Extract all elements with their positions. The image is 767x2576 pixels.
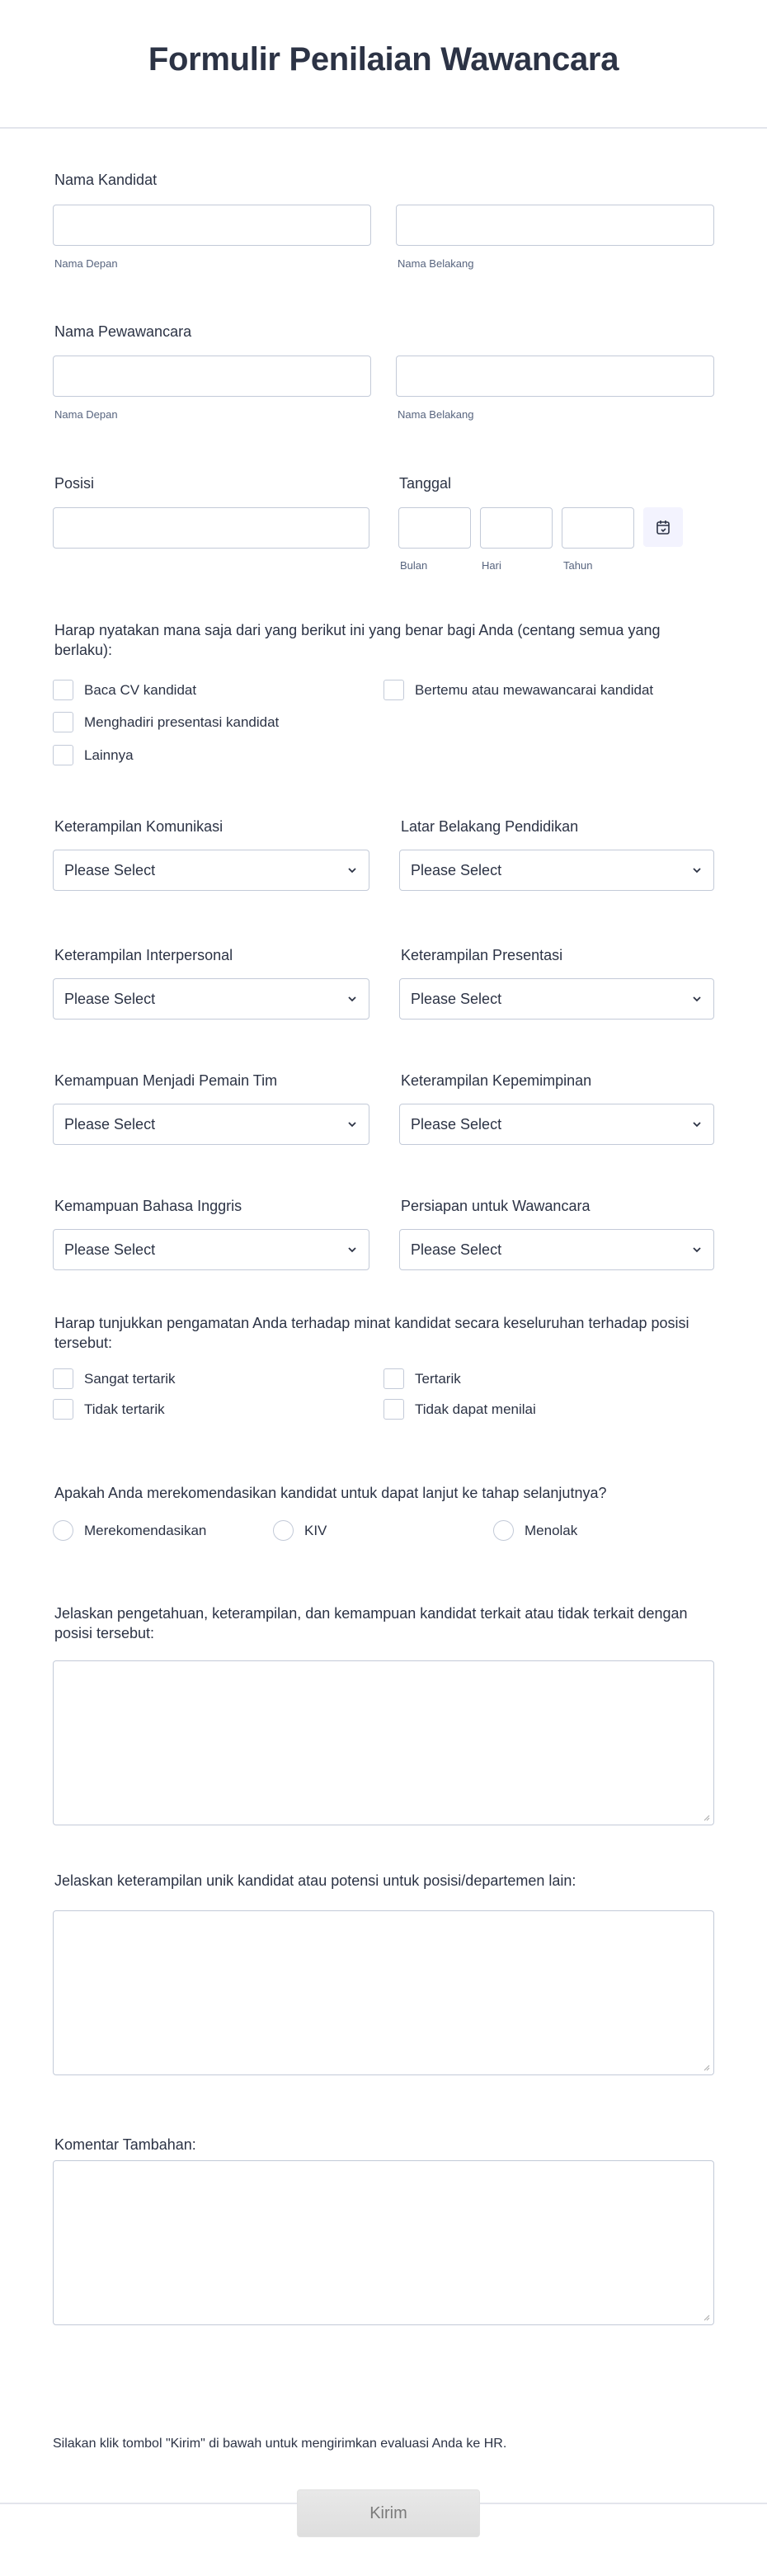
rating-label: Kemampuan Bahasa Inggris: [54, 1198, 242, 1214]
knowledge-label: Jelaskan pengetahuan, keterampilan, dan kemampuan kandidat terkait atau tidak terkait dengan posisi tersebut:: [54, 1605, 688, 1641]
radio[interactable]: [273, 1520, 294, 1541]
select-value: Please Select: [64, 1115, 156, 1133]
comments-label: Komentar Tambahan:: [54, 2136, 196, 2153]
radio[interactable]: [53, 1520, 73, 1541]
resize-handle-icon[interactable]: [703, 2315, 710, 2321]
select-value: Please Select: [64, 990, 156, 1007]
candidate-first-name-sublabel: Nama Depan: [54, 257, 118, 270]
rating-label: Keterampilan Interpersonal: [54, 947, 233, 963]
chevron-down-icon: [347, 1246, 357, 1253]
option-label: Tidak tertarik: [84, 1401, 165, 1417]
chevron-down-icon: [347, 996, 357, 1002]
option-label: Merekomendasikan: [84, 1522, 207, 1538]
select-value: Please Select: [64, 1241, 156, 1258]
checkbox[interactable]: [384, 680, 404, 700]
chevron-down-icon: [692, 867, 702, 874]
interest-option[interactable]: [53, 1399, 165, 1420]
option-label: Lainnya: [84, 746, 134, 763]
candidate-name-label: Nama Kandidat: [54, 172, 158, 188]
option-label: Bertemu atau mewawancarai kandidat: [415, 681, 654, 698]
select-value: Please Select: [411, 861, 502, 878]
option-label: Tertarik: [415, 1370, 461, 1387]
option-label: Tidak dapat menilai: [415, 1401, 536, 1417]
activity-option[interactable]: [53, 712, 279, 732]
interest-option[interactable]: [384, 1399, 536, 1420]
interviewer-name-label: Nama Pewawancara: [54, 323, 192, 340]
chevron-down-icon: [692, 1246, 702, 1253]
rating-label: Keterampilan Presentasi: [401, 947, 563, 963]
option-label: Baca CV kandidat: [84, 681, 197, 698]
header-divider: [0, 127, 767, 129]
rating-label: Kemampuan Menjadi Pemain Tim: [54, 1072, 278, 1089]
date-year-input[interactable]: [562, 507, 634, 549]
knowledge-textarea[interactable]: [53, 1660, 714, 1825]
radio[interactable]: [493, 1520, 514, 1541]
interest-question: Harap tunjukkan pengamatan Anda terhadap minat kandidat secara keseluruhan terhadap posisi tersebut:: [54, 1315, 689, 1351]
position-input[interactable]: [53, 507, 369, 549]
interviewer-first-name-sublabel: Nama Depan: [54, 408, 118, 421]
rating-select[interactable]: [399, 1229, 714, 1270]
submit-note: Silakan klik tombol "Kirim" di bawah untuk mengirimkan evaluasi Anda ke HR.: [53, 2437, 507, 2451]
recommendation-question: Apakah Anda merekomendasikan kandidat untuk dapat lanjut ke tahap selanjutnya?: [54, 1485, 607, 1501]
rating-select[interactable]: [53, 1104, 369, 1145]
candidate-last-name-input[interactable]: [396, 205, 714, 246]
select-value: Please Select: [411, 990, 502, 1007]
option-label: KIV: [304, 1522, 327, 1538]
activity-option[interactable]: [53, 680, 196, 700]
rating-select[interactable]: [399, 850, 714, 891]
checkbox[interactable]: [384, 1399, 404, 1420]
checkbox[interactable]: [53, 1399, 73, 1420]
interviewer-last-name-sublabel: Nama Belakang: [398, 408, 474, 421]
interviewer-first-name-input[interactable]: [53, 356, 371, 397]
position-label: Posisi: [54, 475, 95, 492]
unique-skills-label: Jelaskan keterampilan unik kandidat atau potensi untuk posisi/departemen lain:: [54, 1872, 576, 1889]
chevron-down-icon: [692, 996, 702, 1002]
date-label: Tanggal: [399, 475, 452, 492]
resize-handle-icon[interactable]: [703, 1815, 710, 1821]
select-value: Please Select: [64, 861, 156, 878]
interest-option[interactable]: [384, 1368, 461, 1389]
chevron-down-icon: [692, 1121, 702, 1128]
activity-option[interactable]: [384, 680, 653, 700]
page-title: Formulir Penilaian Wawancara: [148, 41, 619, 78]
checkbox[interactable]: [53, 712, 73, 732]
recommendation-option[interactable]: [273, 1520, 327, 1541]
rating-select[interactable]: [53, 978, 369, 1020]
date-year-sublabel: Tahun: [563, 559, 593, 572]
select-value: Please Select: [411, 1115, 502, 1133]
date-month-sublabel: Bulan: [400, 559, 428, 572]
resize-handle-icon[interactable]: [703, 2065, 710, 2071]
rating-select[interactable]: [53, 1229, 369, 1270]
checkbox[interactable]: [53, 680, 73, 700]
checkbox[interactable]: [53, 745, 73, 765]
rating-select[interactable]: [53, 850, 369, 891]
date-month-input[interactable]: [398, 507, 471, 549]
chevron-down-icon: [347, 867, 357, 874]
checkbox[interactable]: [53, 1368, 73, 1389]
activities-question: Harap nyatakan mana saja dari yang berikut ini yang benar bagi Anda (centang semua yang berlaku):: [54, 622, 661, 658]
checkbox[interactable]: [384, 1368, 404, 1389]
date-day-input[interactable]: [480, 507, 553, 549]
recommendation-option[interactable]: [493, 1520, 577, 1541]
candidate-last-name-sublabel: Nama Belakang: [398, 257, 474, 270]
rating-label: Keterampilan Komunikasi: [54, 818, 224, 835]
rating-label: Persiapan untuk Wawancara: [401, 1198, 591, 1214]
interviewer-last-name-input[interactable]: [396, 356, 714, 397]
submit-button[interactable]: Kirim: [297, 2489, 480, 2537]
option-label: Menghadiri presentasi kandidat: [84, 713, 280, 730]
activity-option[interactable]: [53, 745, 134, 765]
date-day-sublabel: Hari: [482, 559, 501, 572]
unique-skills-textarea[interactable]: [53, 1910, 714, 2075]
rating-select[interactable]: [399, 1104, 714, 1145]
calendar-button[interactable]: [643, 507, 683, 547]
recommendation-option[interactable]: [53, 1520, 206, 1541]
calendar-icon: [656, 519, 671, 535]
interest-option[interactable]: [53, 1368, 176, 1389]
candidate-first-name-input[interactable]: [53, 205, 371, 246]
option-label: Sangat tertarik: [84, 1370, 176, 1387]
chevron-down-icon: [347, 1121, 357, 1128]
rating-select[interactable]: [399, 978, 714, 1020]
rating-label: Keterampilan Kepemimpinan: [401, 1072, 592, 1089]
option-label: Menolak: [525, 1522, 578, 1538]
comments-textarea[interactable]: [53, 2160, 714, 2325]
select-value: Please Select: [411, 1241, 502, 1258]
rating-label: Latar Belakang Pendidikan: [401, 818, 579, 835]
